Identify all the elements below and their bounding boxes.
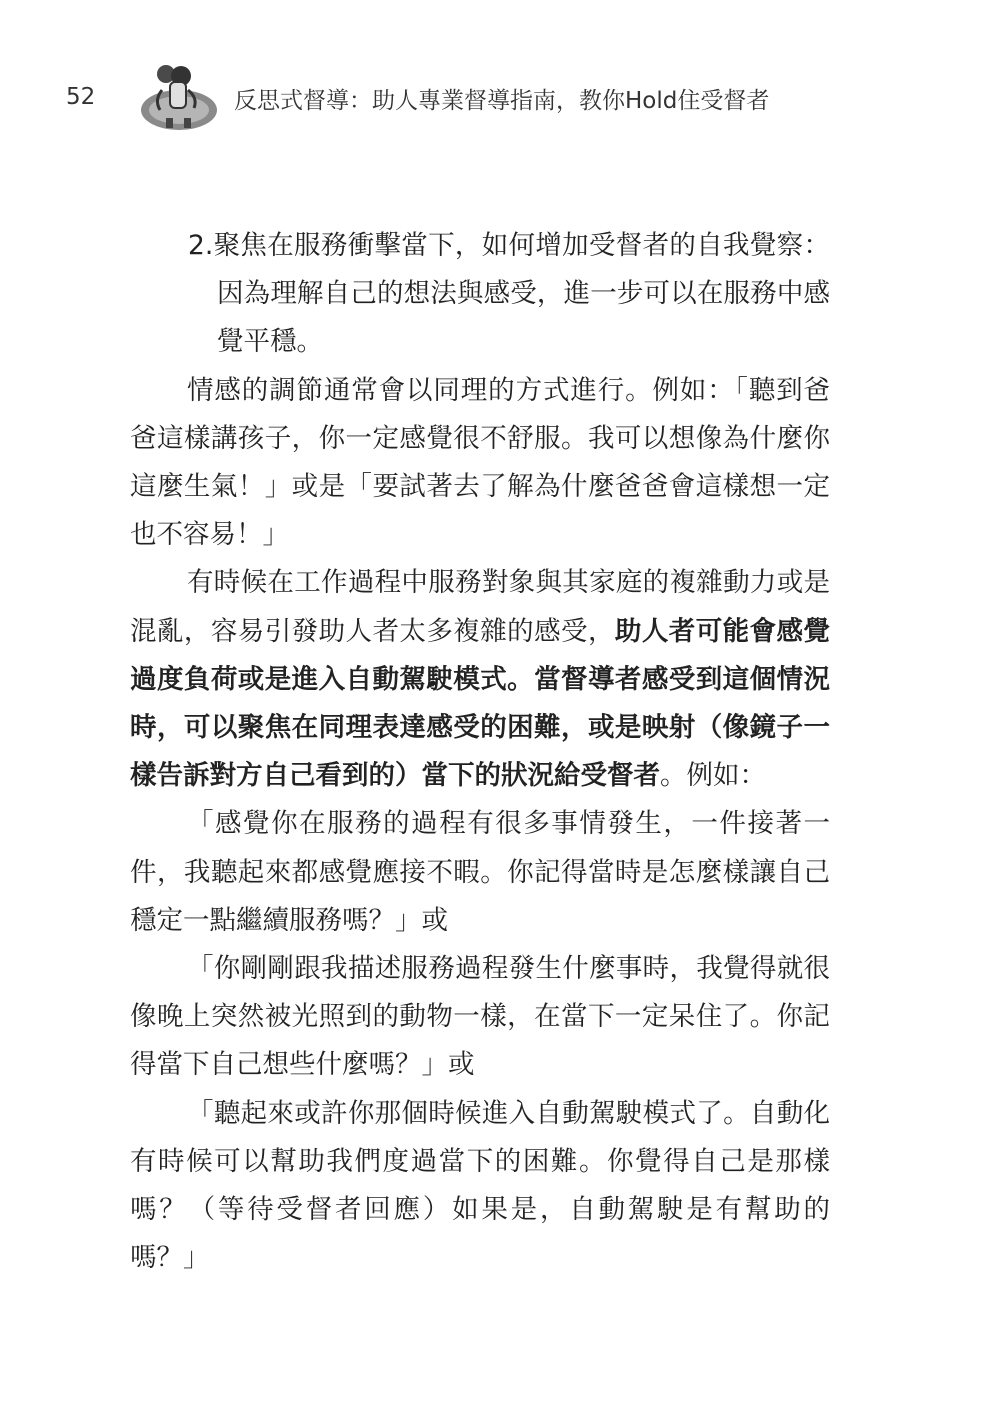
list-item: 2.聚焦在服務衝擊當下，如何增加受督者的自我覺察：因為理解自己的想法與感受，進一步可以在服務中感覺平穩。 <box>188 230 830 358</box>
paragraph-text: 有時候在工作過程中服務對象與其家庭的複雜動力或是混亂，容易引發助人者太多複雜的感受， <box>130 567 830 647</box>
paragraph: 情感的調節通常會以同理的方式進行。例如：「聽到爸爸這樣講孩子，你一定感覺很不舒服。我可以想像為什麼你這麼生氣！」或是「要試著去了解為什麼爸爸會這樣想一定也不容易！」 <box>130 374 830 551</box>
illustration-logo <box>136 60 222 134</box>
page-body <box>130 222 830 1282</box>
quote-paragraph: 「你剛剛跟我描述服務過程發生什麼事時，我覺得就很像晚上突然被光照到的動物一樣，在當下一定呆住了。你記得當下自己想些什麼嗎？」或 <box>130 953 830 1081</box>
paragraph-text-end: 。例如： <box>660 760 766 792</box>
book-title: 反思式督導：助人專業督導指南，教你Hold住受督者 <box>234 88 770 114</box>
quote-paragraph: 「感覺你在服務的過程有很多事情發生，一件接著一件，我聽起來都感覺應接不暇。你記得當時是怎麼樣讓自己穩定一點繼續服務嗎？」或 <box>130 808 830 936</box>
page-header <box>0 60 1000 140</box>
emphasis-text: 助人者可能會感覺過度負荷或是進入自動駕駛模式。當督導者感受到這個情況時，可以聚焦在同理表達感受的困難，或是映射（像鏡子一樣告訴對方自己看到的）當下的狀況給受督者 <box>130 615 831 792</box>
quote-paragraph: 「聽起來或許你那個時候進入自動駕駛模式了。自動化有時候可以幫助我們度過當下的困難。你覺得自己是那樣嗎？（等待受督者回應）如果是，自動駕駛是有幫助的嗎？」 <box>130 1097 830 1274</box>
page-number: 52 <box>66 84 96 110</box>
paragraph-mixed <box>130 559 830 800</box>
